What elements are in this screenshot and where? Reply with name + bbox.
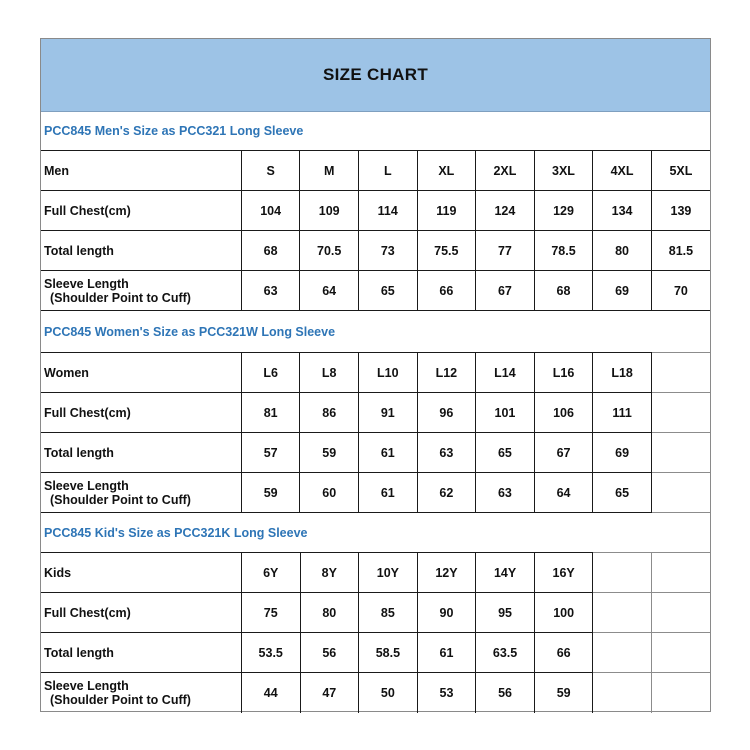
size-value-cell: 75.5 [417,231,476,271]
size-value-cell: 73 [358,231,417,271]
size-value-cell: 6Y [241,553,300,593]
size-value-cell: 119 [417,191,476,231]
table-row [41,271,710,311]
row-label-subtext: (Shoulder Point to Cuff) [50,492,191,507]
men-size-table [41,150,710,311]
empty-cell [651,673,710,713]
size-value-cell: 67 [534,433,593,473]
row-label-text: Sleeve Length [44,678,129,693]
size-value-cell: 59 [241,473,300,513]
row-label-text: Sleeve Length [44,276,129,291]
section-label-kids: PCC845 Kid's Size as PCC321K Long Sleeve [44,525,308,540]
table-row [41,191,710,231]
table-row [41,393,710,433]
size-value-cell: 10Y [359,553,418,593]
size-value-cell: 100 [534,593,593,633]
size-value-cell: L6 [241,353,300,393]
empty-cell [651,633,710,673]
row-label [41,673,241,713]
size-value-cell: L8 [300,353,359,393]
size-value-cell: 2XL [476,151,535,191]
row-label-subtext: (Shoulder Point to Cuff) [50,290,191,305]
row-label [41,553,241,593]
table-row [41,473,710,513]
size-value-cell: 4XL [593,151,652,191]
row-label-text: Full Chest(cm) [44,605,131,620]
row-label-text: Total length [44,243,114,258]
empty-cell [651,393,710,433]
size-value-cell: 50 [359,673,418,713]
size-value-cell: 56 [476,673,535,713]
size-value-cell: 59 [534,673,593,713]
row-label-text: Total length [44,445,114,460]
table-row [41,633,710,673]
size-value-cell: S [241,151,300,191]
size-value-cell: 53 [417,673,476,713]
size-value-cell: 64 [300,271,359,311]
row-label [41,271,241,311]
size-value-cell: 47 [300,673,359,713]
size-value-cell: 139 [651,191,710,231]
empty-cell [593,673,652,713]
row-label [41,473,241,513]
row-label [41,191,241,231]
size-value-cell: 68 [241,231,300,271]
size-value-cell: 59 [300,433,359,473]
size-value-cell: 95 [476,593,535,633]
size-value-cell: 65 [358,271,417,311]
size-value-cell: 86 [300,393,359,433]
size-value-cell: 64 [534,473,593,513]
size-value-cell: 75 [241,593,300,633]
section-label-men: PCC845 Men's Size as PCC321 Long Sleeve [44,123,304,138]
row-label-text: Full Chest(cm) [44,405,131,420]
row-label [41,393,241,433]
size-value-cell: 67 [476,271,535,311]
empty-cell [651,593,710,633]
row-label-text: Women [44,365,89,380]
size-value-cell: 66 [534,633,593,673]
empty-cell [651,473,710,513]
table-row [41,433,710,473]
size-value-cell: 111 [593,393,652,433]
row-label [41,593,241,633]
size-chart [40,38,711,712]
size-value-cell: 60 [300,473,359,513]
size-value-cell: 134 [593,191,652,231]
size-value-cell: L16 [534,353,593,393]
size-value-cell: 91 [359,393,418,433]
size-value-cell: 53.5 [241,633,300,673]
size-value-cell: 63.5 [476,633,535,673]
size-value-cell: 77 [476,231,535,271]
row-label-text: Full Chest(cm) [44,203,131,218]
size-value-cell: 57 [241,433,300,473]
table-row [41,151,710,191]
kids-size-table [41,552,710,713]
size-value-cell: 101 [476,393,535,433]
empty-cell [593,633,652,673]
size-value-cell: 8Y [300,553,359,593]
size-value-cell: 80 [593,231,652,271]
size-value-cell: 61 [359,433,418,473]
size-value-cell: 63 [241,271,300,311]
size-value-cell: 85 [359,593,418,633]
size-value-cell: 66 [417,271,476,311]
size-value-cell: L [358,151,417,191]
table-row [41,353,710,393]
size-value-cell: 63 [417,433,476,473]
size-value-cell: L14 [476,353,535,393]
size-value-cell: 81.5 [651,231,710,271]
table-row [41,231,710,271]
size-value-cell: 70 [651,271,710,311]
size-value-cell: 63 [476,473,535,513]
size-value-cell: L12 [417,353,476,393]
size-chart-title: SIZE CHART [41,39,710,112]
row-label-text: Kids [44,565,72,580]
size-value-cell: 14Y [476,553,535,593]
empty-cell [593,593,652,633]
row-label [41,353,241,393]
empty-cell [651,353,710,393]
row-label-subtext: (Shoulder Point to Cuff) [50,692,191,707]
size-value-cell: 44 [241,673,300,713]
women-size-table [41,352,710,513]
section-label-women: PCC845 Women's Size as PCC321W Long Sleeve [44,324,336,339]
size-value-cell: L10 [359,353,418,393]
size-value-cell: 69 [593,271,652,311]
size-value-cell: 12Y [417,553,476,593]
empty-cell [651,433,710,473]
size-value-cell: 70.5 [300,231,359,271]
size-value-cell: 61 [359,473,418,513]
size-value-cell: 65 [593,473,652,513]
size-value-cell: XL [417,151,476,191]
size-value-cell: 78.5 [534,231,593,271]
empty-cell [593,553,652,593]
size-value-cell: 56 [300,633,359,673]
size-value-cell: 62 [417,473,476,513]
size-value-cell: 114 [358,191,417,231]
size-value-cell: 81 [241,393,300,433]
table-row [41,553,710,593]
size-value-cell: 96 [417,393,476,433]
size-value-cell: 109 [300,191,359,231]
row-label [41,231,241,271]
table-row [41,593,710,633]
size-value-cell: 80 [300,593,359,633]
size-value-cell: 106 [534,393,593,433]
row-label-text: Sleeve Length [44,478,129,493]
size-value-cell: 65 [476,433,535,473]
row-label-text: Total length [44,645,114,660]
size-value-cell: 104 [241,191,300,231]
size-value-cell: 58.5 [359,633,418,673]
table-row [41,673,710,713]
row-label [41,633,241,673]
size-value-cell: 5XL [651,151,710,191]
size-value-cell: 68 [534,271,593,311]
size-value-cell: 16Y [534,553,593,593]
size-value-cell: 69 [593,433,652,473]
size-value-cell: M [300,151,359,191]
row-label [41,151,241,191]
row-label-text: Men [44,163,69,178]
size-value-cell: L18 [593,353,652,393]
empty-cell [651,553,710,593]
size-value-cell: 129 [534,191,593,231]
row-label [41,433,241,473]
size-value-cell: 124 [476,191,535,231]
size-value-cell: 61 [417,633,476,673]
size-value-cell: 90 [417,593,476,633]
size-value-cell: 3XL [534,151,593,191]
